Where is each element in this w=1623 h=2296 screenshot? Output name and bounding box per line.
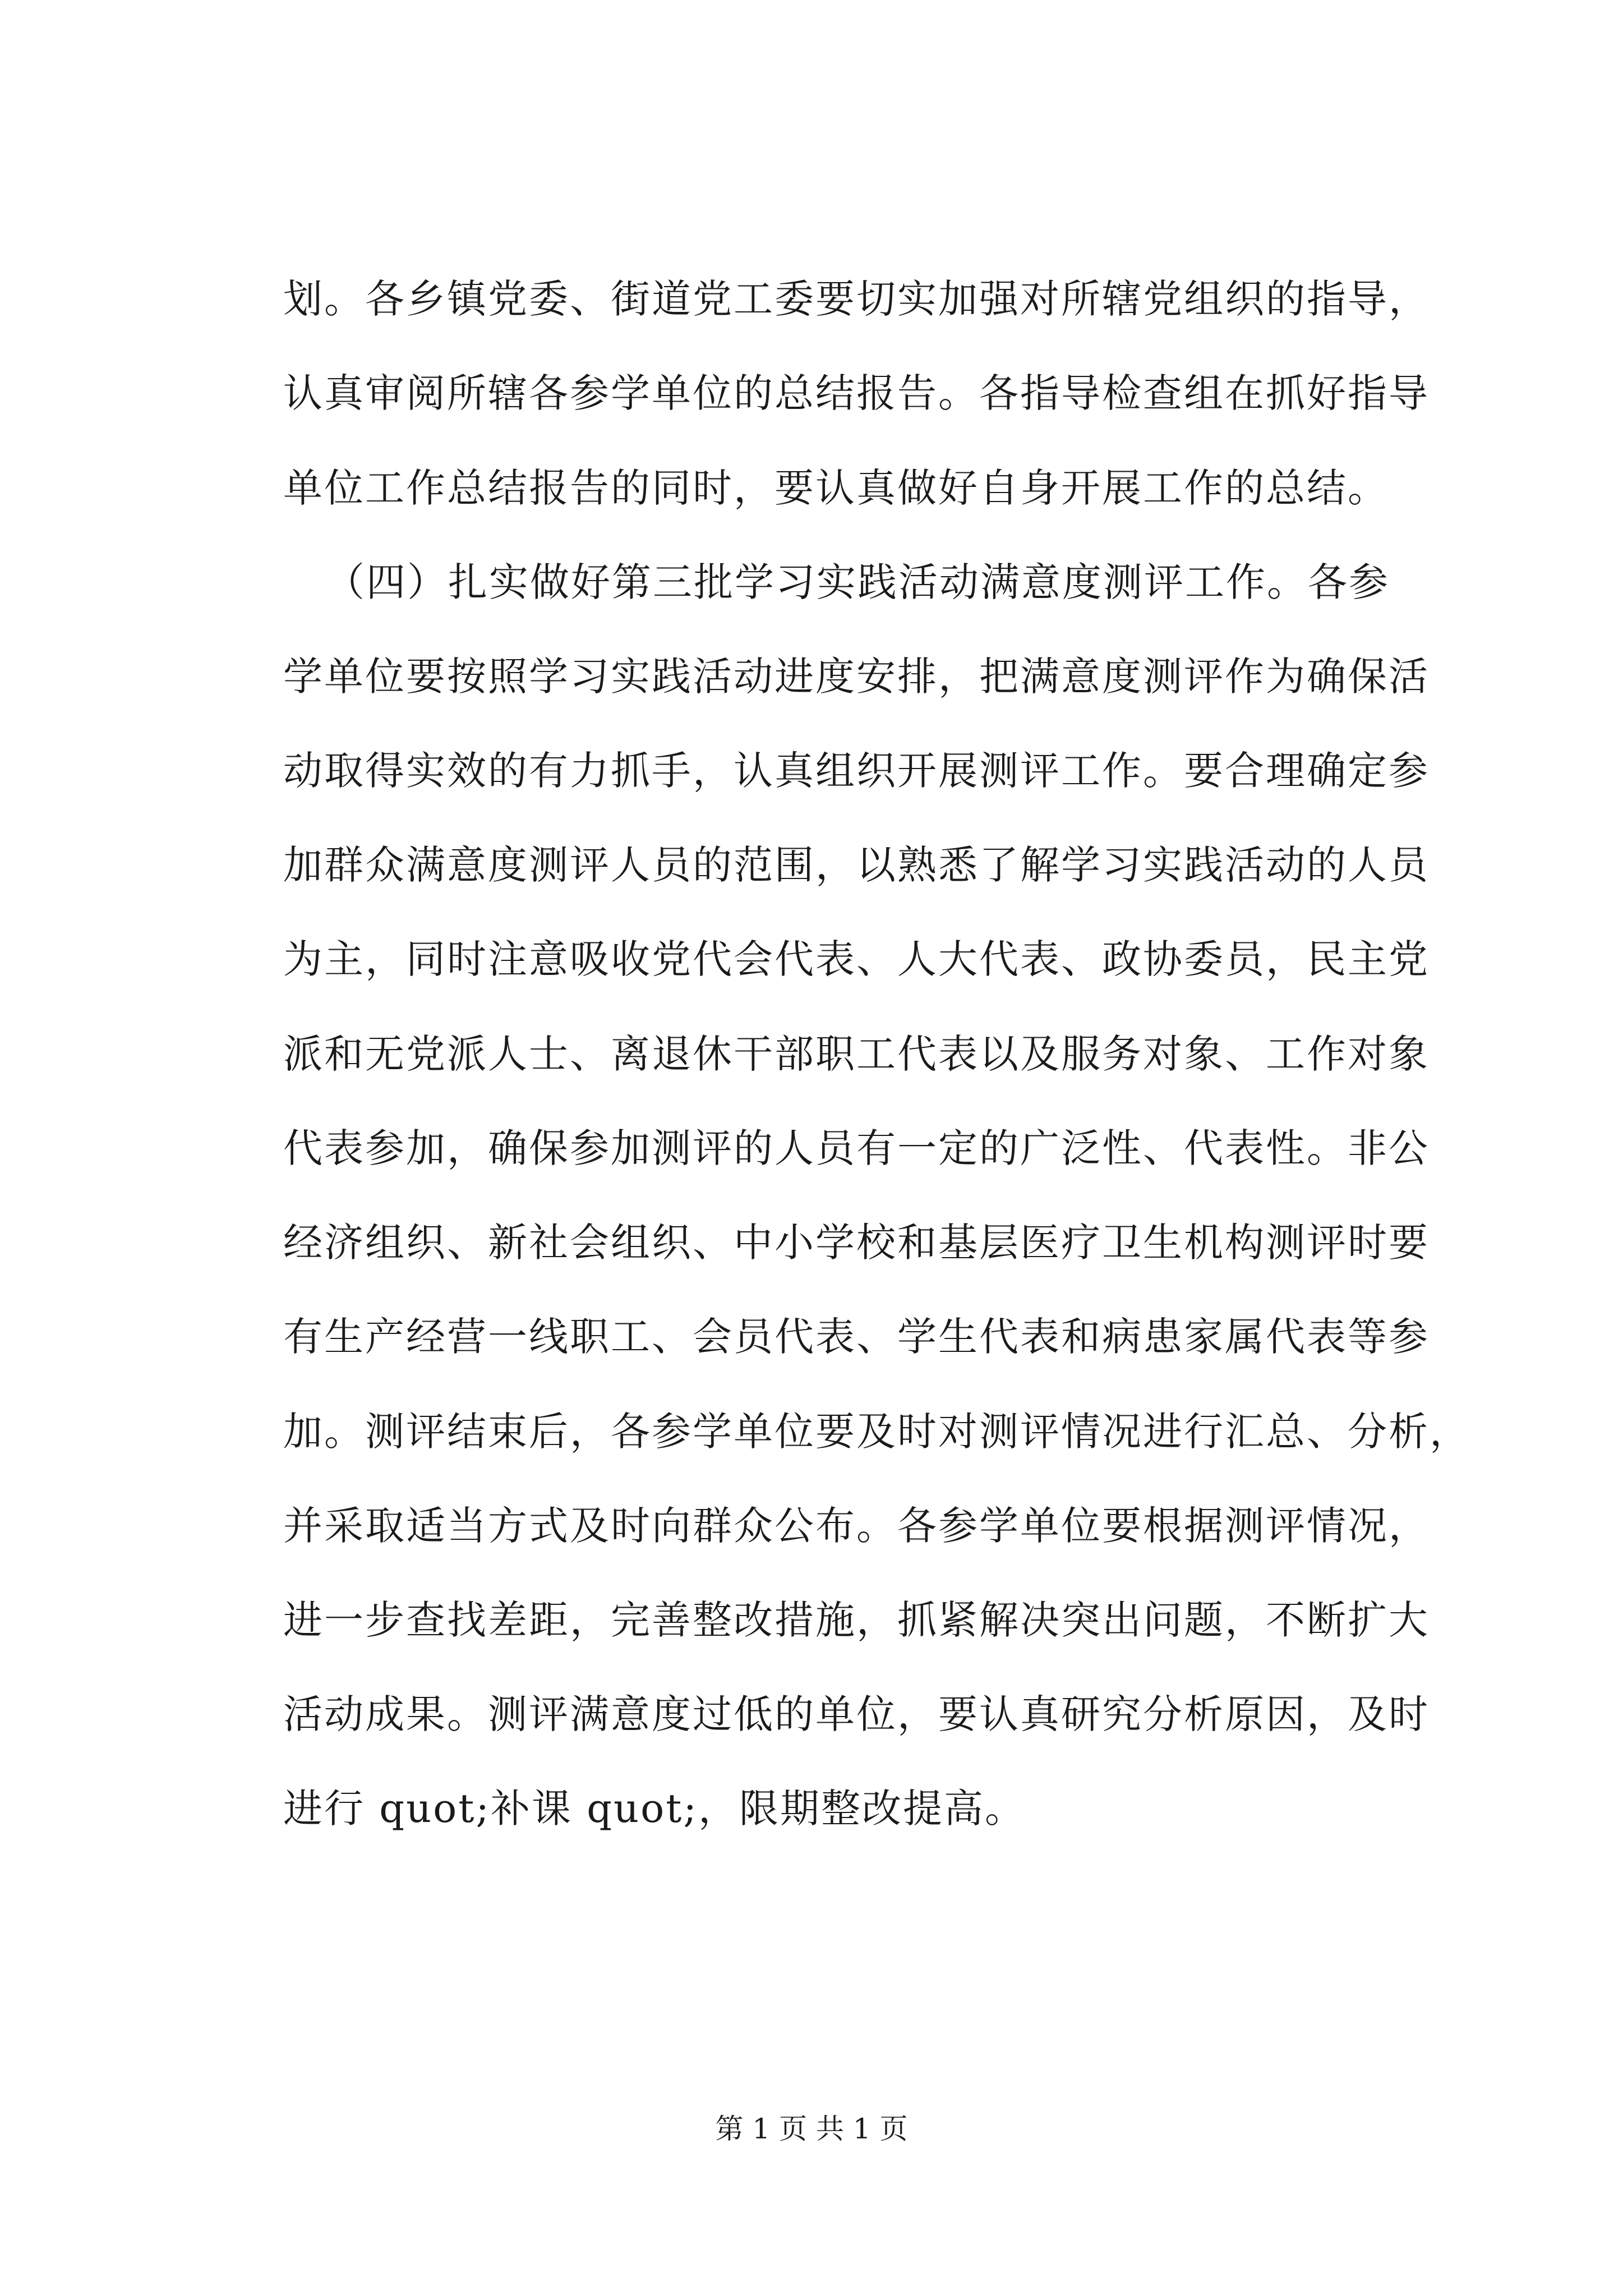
text-line: 为主，同时注意吸收党代会代表、人大代表、政协委员，民主党 [283, 936, 1430, 982]
text-line: 动取得实效的有力抓手，认真组织开展测评工作。要合理确定参 [283, 748, 1430, 794]
text-line: 进一步查找差距，完善整改措施，抓紧解决突出问题，不断扩大 [283, 1597, 1430, 1643]
text-line: 代表参加，确保参加测评的人员有一定的广泛性、代表性。非公 [283, 1125, 1430, 1171]
paragraph-start-line: （四）扎实做好第三批学习实践活动满意度测评工作。各参 [325, 559, 1390, 605]
text-line: 学单位要按照学习实践活动进度安排，把满意度测评作为确保活 [283, 654, 1430, 700]
text-line: 进行 quot;补课 quot;，限期整改提高。 [283, 1786, 1026, 1832]
text-line: 并采取适当方式及时向群众公布。各参学单位要根据测评情况， [283, 1503, 1430, 1549]
page-number-footer: 第 1 页 共 1 页 [715, 2113, 908, 2145]
text-line: 划。各乡镇党委、街道党工委要切实加强对所辖党组织的指导， [283, 276, 1430, 322]
text-line: 认真审阅所辖各参学单位的总结报告。各指导检查组在抓好指导 [283, 370, 1430, 416]
text-line: 加。测评结束后，各参学单位要及时对测评情况进行汇总、分析， [283, 1409, 1470, 1455]
text-line: 活动成果。测评满意度过低的单位，要认真研究分析原因，及时 [283, 1691, 1430, 1737]
text-line: 经济组织、新社会组织、中小学校和基层医疗卫生机构测评时要 [283, 1220, 1430, 1266]
text-line: 单位工作总结报告的同时，要认真做好自身开展工作的总结。 [283, 465, 1389, 511]
text-line: 加群众满意度测评人员的范围，以熟悉了解学习实践活动的人员 [283, 842, 1430, 888]
text-line: 有生产经营一线职工、会员代表、学生代表和病患家属代表等参 [283, 1314, 1430, 1360]
text-line: 派和无党派人士、离退休干部职工代表以及服务对象、工作对象 [283, 1031, 1430, 1077]
